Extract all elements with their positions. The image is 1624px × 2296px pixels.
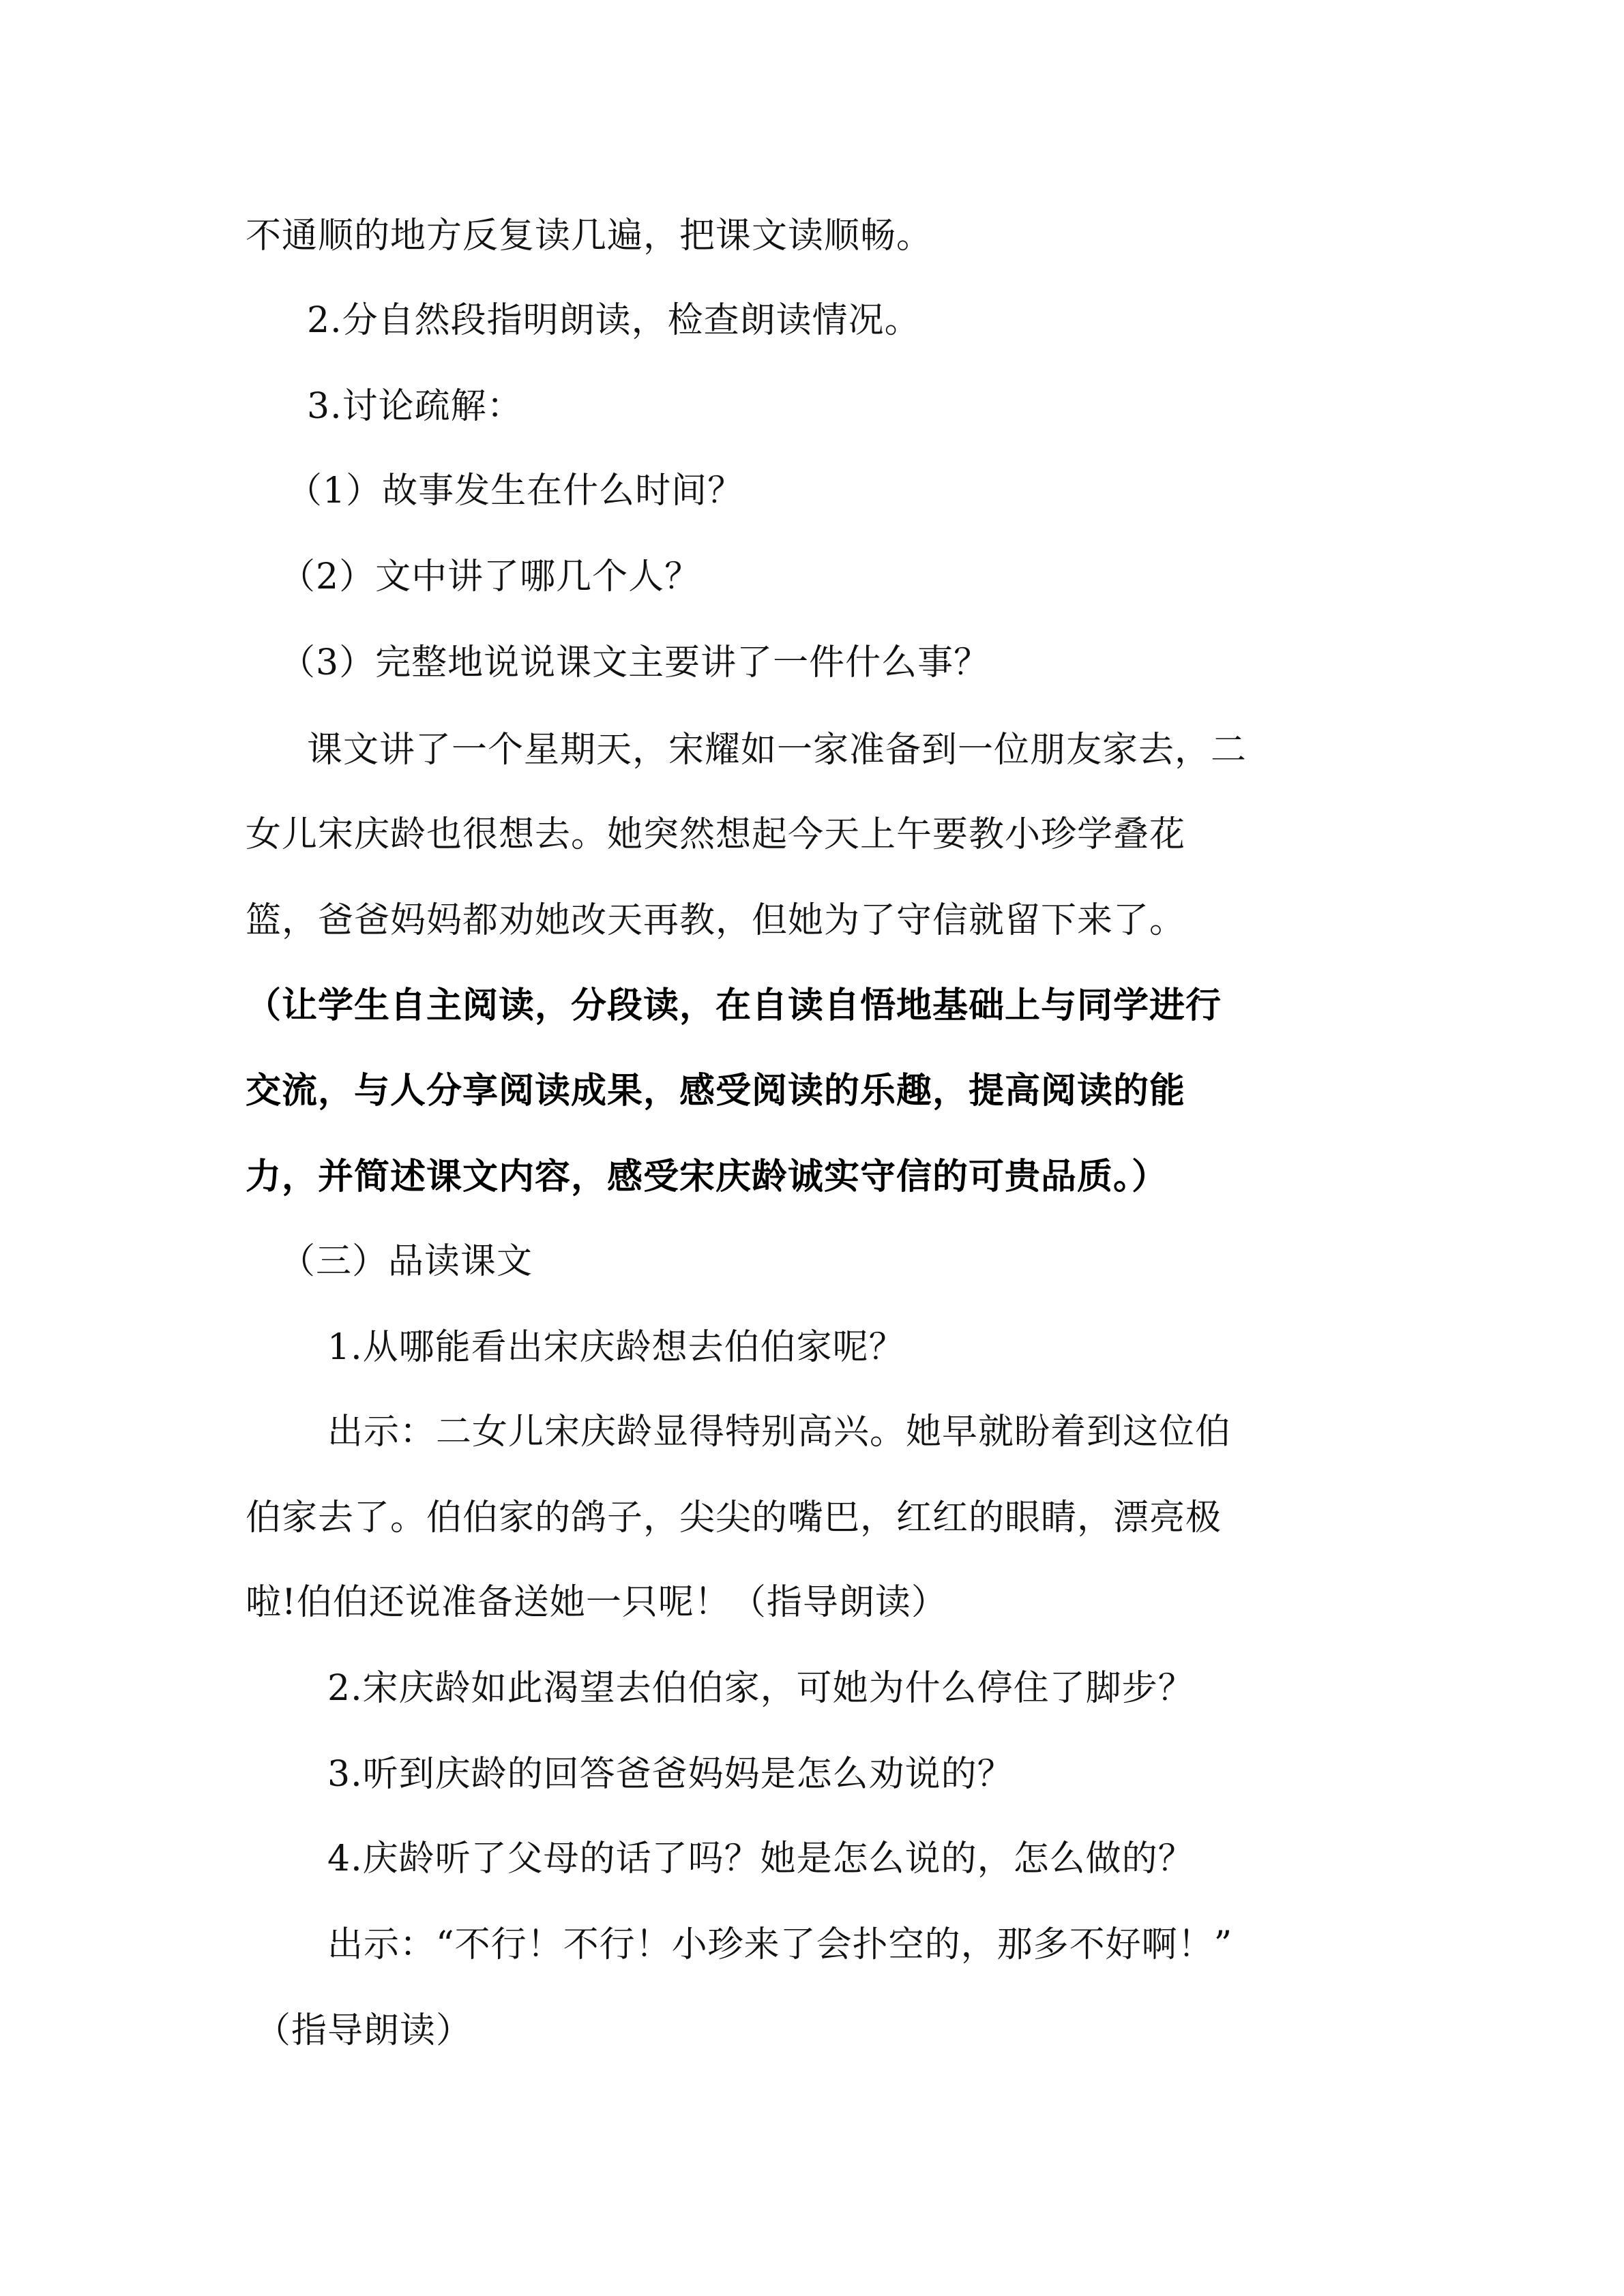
text-line-17: 啦!伯伯还说准备送她一只呢！（指导朗读） (246, 1582, 947, 1623)
text-line-16: 伯家去了。伯伯家的鸽子，尖尖的嘴巴，红红的眼睛，漂亮极 (246, 1497, 1222, 1538)
section-heading: （三）品读课文 (280, 1241, 533, 1282)
text-line-7: 课文讲了一个星期天，宋耀如一家准备到一位朋友家去，二 (307, 730, 1247, 771)
text-line-14: 1.从哪能看出宋庆龄想去伯伯家呢？ (327, 1327, 905, 1368)
text-line-15: 出示：二女儿宋庆龄显得特别高兴。她早就盼着到这位伯 (327, 1412, 1232, 1452)
text-line-10-bold: （让学生自主阅读，分段读，在自读自悟地基础上与同学进行 (246, 985, 1222, 1026)
text-line-11-bold: 交流，与人分享阅读成果，感受阅读的乐趣，提高阅读的能 (246, 1071, 1186, 1112)
text-line-20: 4.庆龄听了父母的话了吗？她是怎么说的，怎么做的？ (327, 1838, 1194, 1879)
text-line-6: （3）完整地说说课文主要讲了一件什么事？ (280, 642, 990, 683)
text-line-8: 女儿宋庆龄也很想去。她突然想起今天上午要教小珍学叠花 (246, 814, 1186, 855)
text-line-4: （1）故事发生在什么时间？ (286, 471, 744, 511)
text-line-1: 不通顺的地方反复读几遍，把课文读顺畅。 (246, 215, 933, 256)
text-line-2: 2.分自然段指明朗读，检查朗读情况。 (307, 300, 921, 341)
text-line-22: （指导朗读） (255, 2010, 473, 2051)
text-line-9: 篮，爸爸妈妈都劝她改天再教，但她为了守信就留下来了。 (246, 900, 1186, 941)
text-line-19: 3.听到庆龄的回答爸爸妈妈是怎么劝说的？ (327, 1754, 1014, 1795)
text-line-12-bold: 力，并简述课文内容，感受宋庆龄诚实守信的可贵品质。） (246, 1157, 1168, 1197)
text-line-3: 3.讨论疏解： (307, 386, 523, 427)
text-line-5: （2）文中讲了哪几个人？ (280, 556, 701, 597)
text-line-21: 出示：“不行！不行！小珍来了会扑空的，那多不好啊！” (327, 1924, 1233, 1965)
text-line-18: 2.宋庆龄如此渴望去伯伯家，可她为什么停住了脚步？ (327, 1668, 1194, 1709)
